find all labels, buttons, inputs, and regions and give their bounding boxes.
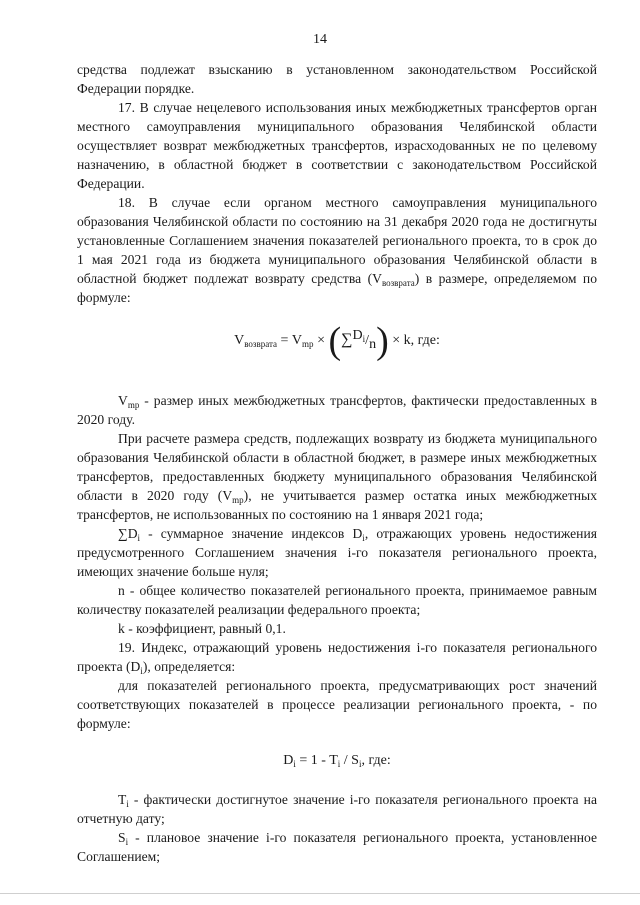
- vmp-subscript: mp: [127, 400, 140, 410]
- formula2-tail: , где:: [361, 753, 391, 768]
- formula-tail: × k, где:: [388, 333, 440, 348]
- paragraph-growth: для показателей регионального проекта, предусматривающих рост значений соответствующих показателей в процессе реализации регионального проекта, - по формуле:: [77, 678, 597, 731]
- definition-ti: [77, 790, 597, 828]
- paragraph-19: [77, 638, 597, 676]
- formula-eq: = V: [277, 333, 303, 348]
- formula-mp-sub: mp: [302, 339, 314, 349]
- page-bottom-edge: [0, 893, 640, 894]
- calc-subscript: mp: [232, 495, 244, 505]
- formula-close-paren: ): [376, 320, 389, 362]
- sum-text: - суммарное значение индексов D: [140, 526, 363, 541]
- paragraph-calculation: [77, 429, 597, 524]
- paragraph-continuation: средства подлежат взысканию в установленном законодательством Российской Федерации порядке.: [77, 62, 597, 96]
- formula-num: D: [352, 328, 363, 343]
- vmp-definition: - размер иных межбюджетных трансфертов, фактически предоставленных в 2020 году.: [77, 393, 597, 427]
- si-definition: - плановое значение i-го показателя регионального проекта, установленное Соглашением;: [77, 830, 597, 864]
- calc-text: При расчете размера средств, подлежащих возврату из бюджета муниципального образования Челябинской области в областной бюджет, в размере иных межбюджетных трансфертов, предоставленных бюджету муниципального образования Челябинской области в 2020 году (V: [77, 431, 597, 503]
- document-body: [77, 60, 597, 866]
- formula2-d: D: [283, 753, 294, 768]
- sum-text-end: , отражающих уровень недостижения предусмотренного Соглашением значения i-го показателя регионального проекта, имеющих значение больше нуля;: [77, 526, 597, 579]
- formula-index: [77, 751, 597, 770]
- si-subscript: i: [125, 837, 129, 847]
- formula-slash: /: [365, 333, 370, 348]
- definition-k: k - коэффициент, равный 0,1.: [118, 621, 286, 636]
- sum-subscript: i: [137, 533, 141, 543]
- definition-sum: [77, 524, 597, 581]
- sum-subscript-2: i: [362, 533, 365, 543]
- formula-lhs: V: [234, 333, 245, 348]
- si-symbol: S: [118, 830, 126, 845]
- formula-den: n: [369, 337, 377, 352]
- paragraph-18-text-end: ) в размере, определяемом по формуле:: [77, 271, 598, 305]
- formula2-s: / S: [340, 753, 359, 768]
- paragraph-18-text: 18. В случае если органом местного самоуправления муниципального образования Челябинской области по состоянию на 31 декабря 2020 года не достигнуты установленные Соглашением значения показателей регионального проекта, то в срок до 1 мая 2021 года из бюджета муниципального образования Челябинской области в областной бюджет подлежат возврату средства (V: [77, 195, 597, 286]
- formula-lhs-sub: возврата: [244, 339, 278, 349]
- formula-return-amount: [77, 319, 597, 362]
- paragraph-17: 17. В случае нецелевого использования иных межбюджетных трансфертов орган местного самоуправления муниципального образования Челябинской области осуществляет возврат межбюджетных трансфертов, израсходованных не по целевому назначению, в областной бюджет в соответствии с законодательством Российской Федерации.: [77, 100, 597, 191]
- definition-n: n - общее количество показателей регионального проекта, принимаемое равным количеству показателей реализации федерального проекта;: [77, 583, 597, 617]
- formula-num-sub: i: [362, 334, 366, 344]
- formula2-d-sub: i: [293, 759, 296, 769]
- sum-symbol: ∑D: [118, 526, 138, 541]
- formula2-t-sub: i: [337, 759, 341, 769]
- calc-text-end: ), не учитывается размер остатка иных межбюджетных трансфертов, не использованных по состоянию на 1 января 2021 года;: [77, 488, 597, 522]
- formula-open-paren: (: [328, 320, 342, 362]
- formula2-s-sub: i: [358, 759, 362, 769]
- p19-text: 19. Индекс, отражающий уровень недостижения i-го показателя регионального проекта (D: [77, 640, 597, 674]
- definition-si: [77, 828, 597, 866]
- ti-symbol: T: [118, 792, 127, 807]
- p19-subscript: i: [140, 666, 143, 676]
- paragraph-18-subscript: возврата: [381, 278, 415, 288]
- definition-vmp: [77, 391, 597, 429]
- page-number: 14: [313, 32, 327, 47]
- formula2-t: = 1 - T: [295, 753, 338, 768]
- paragraph-18: [77, 193, 597, 307]
- p19-text-end: ), определяется:: [142, 659, 236, 674]
- vmp-symbol: V: [118, 393, 128, 408]
- ti-subscript: i: [126, 799, 129, 809]
- formula-times: ×: [313, 333, 329, 348]
- ti-definition: - фактически достигнутое значение i-го показателя регионального проекта на отчетную дату;: [77, 792, 597, 826]
- formula-sigma: ∑: [341, 331, 353, 348]
